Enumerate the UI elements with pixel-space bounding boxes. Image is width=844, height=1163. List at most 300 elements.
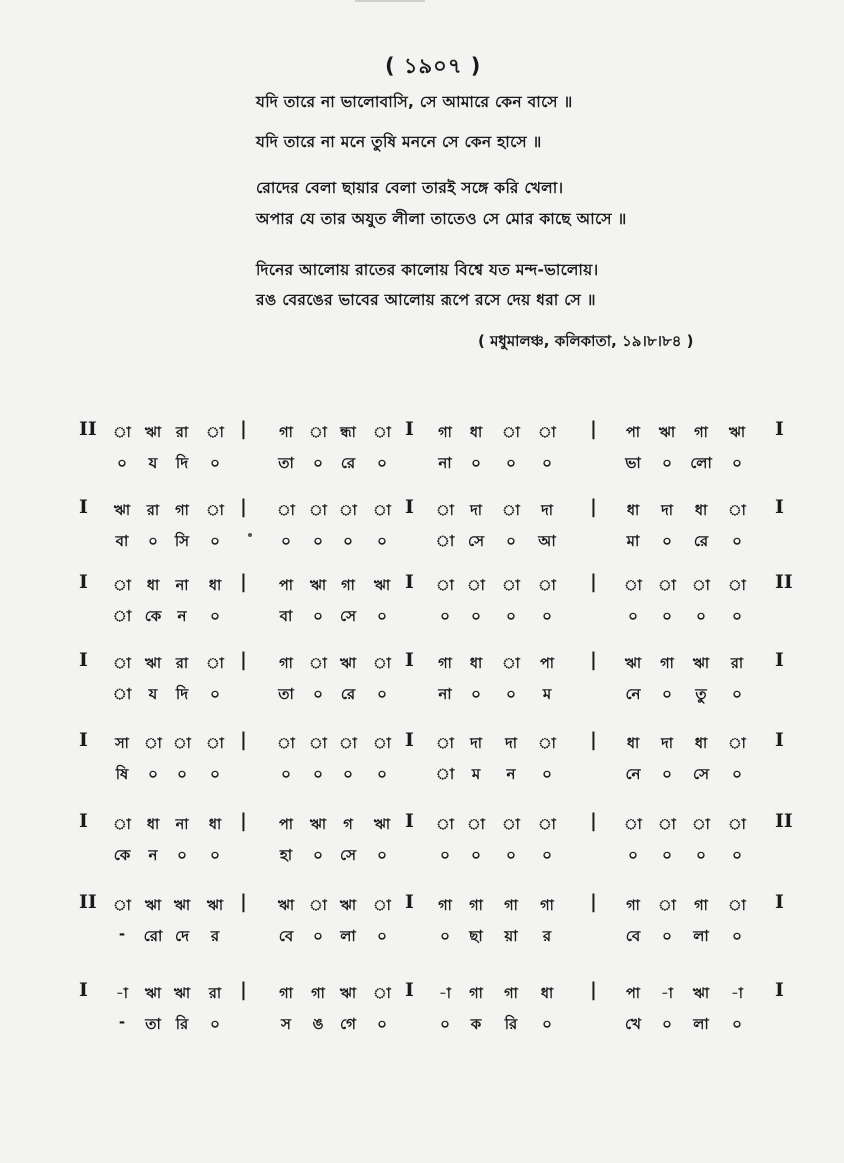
bar-line: II — [79, 418, 97, 440]
bar-line: | — [590, 729, 597, 751]
svara-note: ঋা — [144, 986, 162, 1002]
lyric-syllable: ০ — [506, 607, 516, 625]
lyric-syllable: ০ — [148, 532, 158, 550]
lyric-syllable: রো — [143, 927, 163, 945]
svara-row — [0, 893, 844, 917]
lyric-syllable: ০ — [440, 607, 450, 625]
lyric-syllable: ০ — [732, 927, 742, 945]
lyric-syllable: ০ — [177, 846, 187, 864]
bar-line: | — [590, 649, 597, 671]
svara-note: া — [309, 503, 327, 519]
lyric-syllable: রি — [504, 1015, 518, 1033]
lyric-syllable: ০ — [732, 846, 742, 864]
lyric-syllable: ০ — [440, 1015, 450, 1033]
bar-line: | — [590, 891, 597, 913]
svara-note: গা — [504, 986, 518, 1002]
lyric-syllable: খে — [625, 1015, 641, 1033]
bar-line: II — [775, 810, 793, 832]
lyric-syllable: ০ — [662, 927, 672, 945]
svara-note: া — [624, 817, 642, 833]
lyric-syllable: ০ — [506, 532, 516, 550]
svara-note: া — [728, 898, 746, 914]
bar-line: I — [79, 571, 88, 593]
svara-note: া — [658, 578, 676, 594]
lyric-syllable-row — [0, 842, 844, 866]
bar-line: | — [590, 979, 597, 1001]
lyric-syllable: ০ — [732, 454, 742, 472]
lyric-syllable: রি — [175, 1015, 189, 1033]
lyric-syllable: না — [438, 685, 452, 703]
lyric-syllable: ভা — [625, 454, 641, 472]
lyric-syllable: ০ — [732, 532, 742, 550]
lyric-syllable: ০ — [281, 765, 291, 783]
svara-note: গা — [438, 898, 452, 914]
lyric-syllable: ০ — [662, 1015, 672, 1033]
lyric-syllable: হা — [279, 846, 293, 864]
svara-note: পা — [539, 656, 555, 672]
svara-note: গা — [279, 656, 293, 672]
lyric-syllable: া — [112, 685, 132, 703]
lyric-syllable: ০ — [343, 765, 353, 783]
lyric-syllable: ০ — [313, 927, 323, 945]
lyric-syllable: ০ — [313, 454, 323, 472]
lyric-syllable: রে — [693, 532, 709, 550]
svara-note: গা — [469, 898, 483, 914]
lyric-syllable: ০ — [210, 532, 220, 550]
bar-line: | — [590, 810, 597, 832]
lyric-syllable: ০ — [313, 846, 323, 864]
bar-line: | — [240, 979, 247, 1001]
svara-note: া — [373, 503, 391, 519]
lyric-syllable: সে — [468, 532, 484, 550]
svara-row — [0, 731, 844, 755]
bar-line: I — [775, 418, 784, 440]
bar-line: I — [79, 810, 88, 832]
bar-line: I — [405, 891, 414, 913]
bar-line: II — [79, 891, 97, 913]
lyric-syllable: ০ — [506, 454, 516, 472]
lyric-syllable: ০ — [662, 454, 672, 472]
lyric-syllable: ০ — [377, 532, 387, 550]
lyric-syllable: বে — [625, 927, 641, 945]
lyric-syllable: বা — [279, 607, 293, 625]
svara-note: না — [175, 578, 189, 594]
svara-note: া — [373, 898, 391, 914]
svara-note: া — [538, 578, 556, 594]
bar-line: | — [240, 649, 247, 671]
lyric-syllable: আ — [538, 532, 556, 550]
svara-note: গা — [540, 898, 554, 914]
lyric-syllable: সি — [174, 532, 190, 550]
svara-note: গা — [626, 898, 640, 914]
bar-line: I — [79, 729, 88, 751]
svara-note: ঋা — [624, 656, 642, 672]
lyric-syllable: দে — [175, 927, 189, 945]
lyric-syllable: ০ — [210, 765, 220, 783]
svara-note: া — [502, 817, 520, 833]
bar-line: | — [590, 418, 597, 440]
lyric-syllable: ০ — [343, 532, 353, 550]
lyric-syllable: ন — [177, 607, 187, 625]
lyric-syllable: ০ — [662, 685, 672, 703]
svara-note: গা — [175, 503, 189, 519]
svara-note: া — [373, 736, 391, 752]
bar-line: | — [240, 418, 247, 440]
svara-note: ধা — [146, 817, 160, 833]
svara-note: া — [538, 736, 556, 752]
lyric-syllable-row — [0, 450, 844, 474]
svara-note: া — [277, 736, 295, 752]
notation-system — [0, 893, 844, 963]
lyric-syllable: স — [281, 1015, 291, 1033]
svara-note: পা — [278, 578, 294, 594]
svara-note: গা — [279, 425, 293, 441]
bar-line: | — [240, 496, 247, 518]
svara-note: ধা — [146, 578, 160, 594]
svara-note: া — [467, 578, 485, 594]
lyric-syllable: ০ — [210, 454, 220, 472]
svara-note: রা — [175, 656, 189, 672]
lyric-syllable: র — [542, 927, 552, 945]
lyric-syllable: ০ — [313, 607, 323, 625]
svara-note: ঋা — [309, 578, 327, 594]
svara-note: ধা — [208, 817, 222, 833]
lyric-syllable: ০ — [542, 1015, 552, 1033]
lyric-line-5: দিনের আলোয় রাতের কালোয় বিশ্বে যত মন্দ-ভালোয়। — [256, 261, 599, 279]
bar-line: I — [775, 496, 784, 518]
svara-note: া — [502, 425, 520, 441]
lyric-syllable: ম — [542, 685, 552, 703]
svara-note: ধা — [626, 503, 640, 519]
svara-note: গা — [438, 656, 452, 672]
lyric-syllable: ম — [471, 765, 481, 783]
svara-note: া — [113, 578, 131, 594]
lyric-syllable: ০ — [628, 846, 638, 864]
svara-note: ধা — [208, 578, 222, 594]
svara-note: ধা — [694, 503, 708, 519]
svara-note: া — [113, 656, 131, 672]
svara-note: ঋা — [692, 656, 710, 672]
lyric-syllable: ০ — [210, 607, 220, 625]
bar-line: I — [405, 810, 414, 832]
lyric-syllable: ০ — [542, 454, 552, 472]
lyric-syllable: ০ — [313, 765, 323, 783]
svara-note: দা — [661, 503, 673, 519]
lyric-syllable: ষি — [115, 765, 129, 783]
lyric-syllable: বে — [278, 927, 294, 945]
lyric-syllable: ০ — [662, 532, 672, 550]
lyric-syllable: সে — [340, 607, 356, 625]
lyric-syllable: রে — [340, 685, 356, 703]
svara-row — [0, 498, 844, 522]
svara-note: া — [502, 503, 520, 519]
svara-note: ঋা — [728, 425, 746, 441]
lyric-syllable: ০ — [662, 765, 672, 783]
svara-note: া — [144, 736, 162, 752]
svara-note: রা — [175, 425, 189, 441]
svara-note: া — [373, 986, 391, 1002]
svara-note: া — [436, 817, 454, 833]
lyric-syllable: ০ — [696, 607, 706, 625]
lyric-syllable: ০ — [542, 846, 552, 864]
lyric-syllable: ০ — [313, 532, 323, 550]
svara-note: পা — [278, 817, 294, 833]
lyric-syllable: ০ — [377, 846, 387, 864]
svara-note: া — [728, 503, 746, 519]
svara-row — [0, 573, 844, 597]
lyric-syllable: সে — [340, 846, 356, 864]
lyric-syllable: ০ — [506, 685, 516, 703]
lyric-syllable: লা — [693, 1015, 709, 1033]
lyric-syllable: লা — [340, 927, 356, 945]
svara-note: ঋা — [144, 898, 162, 914]
lyric-syllable: রে — [340, 454, 356, 472]
svara-note: দা — [541, 503, 553, 519]
svara-note: গা — [660, 656, 674, 672]
svara-note: গ — [343, 817, 353, 833]
lyric-syllable: বা — [115, 532, 129, 550]
svara-note: া — [309, 425, 327, 441]
svara-note: া — [436, 736, 454, 752]
lyric-syllable: তা — [145, 1015, 161, 1033]
lyric-syllable: ০ — [177, 765, 187, 783]
svara-note: রা — [146, 503, 160, 519]
svara-note: া — [113, 425, 131, 441]
svara-note: া — [206, 425, 224, 441]
notation-system — [0, 498, 844, 568]
svara-note: া — [624, 578, 642, 594]
lyric-syllable: সে — [693, 765, 709, 783]
notation-system — [0, 981, 844, 1051]
svara-row — [0, 420, 844, 444]
svara-note: ঋা — [692, 986, 710, 1002]
bar-line: I — [405, 729, 414, 751]
bar-line: | — [240, 571, 247, 593]
svara-note: া — [658, 898, 676, 914]
svara-note: া — [728, 817, 746, 833]
lyric-syllable: য — [148, 685, 158, 703]
svara-note: া — [728, 736, 746, 752]
lyric-syllable: ০ — [377, 765, 387, 783]
svara-note: দা — [470, 503, 482, 519]
lyric-syllable: া — [435, 532, 455, 550]
svara-note: া — [658, 817, 676, 833]
notation-system — [0, 812, 844, 882]
svara-note: া — [206, 736, 224, 752]
lyric-syllable: ০ — [542, 765, 552, 783]
lyric-syllable: - — [118, 925, 126, 943]
svara-note: ঋা — [277, 898, 295, 914]
lyric-line-2: যদি তারে না মনে তুষি মননে সে কেন হাসে ॥ — [256, 133, 542, 151]
svara-note: ঋা — [173, 986, 191, 1002]
page-number: ( ১৯০৭ ) — [385, 54, 482, 78]
svara-note: া — [538, 425, 556, 441]
bar-line: I — [79, 649, 88, 671]
notation-system — [0, 573, 844, 643]
svara-note: গা — [504, 898, 518, 914]
lyric-line-6: রঙ বেরঙের ভাবের আলোয় রূপে রসে দেয় ধরা সে ॥ — [256, 291, 596, 309]
svara-note: গা — [311, 986, 325, 1002]
svara-note: সা — [115, 736, 129, 752]
svara-note: া — [373, 425, 391, 441]
bar-line: I — [775, 649, 784, 671]
lyric-syllable: তা — [278, 454, 294, 472]
lyric-syllable: লা — [693, 927, 709, 945]
lyric-syllable: দি — [175, 685, 189, 703]
svara-note: গা — [279, 986, 293, 1002]
lyric-syllable-row — [0, 528, 844, 552]
svara-note: -া — [439, 986, 451, 1002]
svara-note: া — [277, 503, 295, 519]
svara-note: া — [113, 898, 131, 914]
bar-line: I — [79, 496, 88, 518]
lyric-line-3: রোদের বেলা ছায়ার বেলা তারই সঙ্গে করি খেলা। — [256, 179, 564, 197]
svara-note: ঋা — [309, 817, 327, 833]
lyric-syllable-row — [0, 603, 844, 627]
lyric-syllable: মা — [626, 532, 640, 550]
svara-note: পা — [625, 986, 641, 1002]
lyric-syllable: ০ — [377, 927, 387, 945]
lyric-syllable: য়া — [504, 927, 518, 945]
lyric-syllable: কে — [113, 846, 131, 864]
lyric-syllable: ০ — [281, 532, 291, 550]
svara-note: া — [339, 503, 357, 519]
svara-note: ঋা — [373, 817, 391, 833]
lyric-syllable: ০ — [210, 846, 220, 864]
svara-note: া — [206, 656, 224, 672]
lyric-syllable: ০ — [696, 846, 706, 864]
svara-note: পা — [625, 425, 641, 441]
lyric-syllable: ০ — [440, 846, 450, 864]
lyric-syllable-row — [0, 1011, 844, 1035]
bar-line: I — [775, 729, 784, 751]
svara-note: ধা — [626, 736, 640, 752]
lyric-syllable: ০ — [662, 846, 672, 864]
svara-note: গা — [341, 578, 355, 594]
lyric-syllable: ০ — [662, 607, 672, 625]
svara-note: া — [373, 656, 391, 672]
notation-system — [0, 731, 844, 801]
svara-note: রা — [208, 986, 222, 1002]
svara-note: া — [309, 736, 327, 752]
svara-note: না — [175, 817, 189, 833]
lyric-syllable-row — [0, 761, 844, 785]
lyric-syllable-row — [0, 923, 844, 947]
svara-note: া — [173, 736, 191, 752]
svara-note: দা — [470, 736, 482, 752]
svara-note: রা — [730, 656, 744, 672]
bar-line: | — [240, 729, 247, 751]
bar-line: I — [775, 891, 784, 913]
bar-line: I — [405, 649, 414, 671]
lyric-syllable: না — [438, 454, 452, 472]
svara-note: গা — [694, 425, 708, 441]
svara-row — [0, 651, 844, 675]
lyric-syllable: ০ — [313, 685, 323, 703]
svara-note: া — [728, 578, 746, 594]
lyric-syllable: ঙ — [312, 1015, 324, 1033]
svara-note: -া — [731, 986, 743, 1002]
lyric-syllable: ০ — [628, 607, 638, 625]
svara-note: ঋা — [373, 578, 391, 594]
svara-note: ঋা — [339, 898, 357, 914]
ink-smudge — [248, 533, 252, 537]
svara-note: দা — [661, 736, 673, 752]
lyric-syllable: য — [148, 454, 158, 472]
svara-note: -া — [661, 986, 673, 1002]
svara-note: ঋা — [144, 425, 162, 441]
svara-note: -া — [116, 986, 128, 1002]
lyric-syllable: - — [118, 1013, 126, 1031]
lyric-syllable: ০ — [732, 1015, 742, 1033]
notation-system — [0, 651, 844, 721]
bar-line: | — [590, 496, 597, 518]
lyric-syllable: ০ — [732, 685, 742, 703]
lyric-line-4: অপার যে তার অযুত লীলা তাতেও সে মোর কাছে আসে ॥ — [256, 210, 627, 228]
svara-note: ধা — [694, 736, 708, 752]
svara-note: া — [692, 817, 710, 833]
lyric-syllable: ০ — [377, 685, 387, 703]
bar-line: | — [240, 810, 247, 832]
lyric-syllable: র — [210, 927, 220, 945]
lyric-syllable: ০ — [732, 765, 742, 783]
svara-note: ঋা — [173, 898, 191, 914]
lyric-syllable: া — [435, 765, 455, 783]
lyric-syllable: নে — [625, 685, 641, 703]
svara-note: া — [538, 817, 556, 833]
lyric-syllable: ০ — [440, 927, 450, 945]
bar-line: I — [405, 979, 414, 1001]
lyric-syllable: ০ — [377, 454, 387, 472]
svara-note: া — [339, 736, 357, 752]
lyric-syllable: তু — [695, 685, 707, 703]
svara-note: ধা — [469, 425, 483, 441]
lyric-syllable: ছা — [469, 927, 483, 945]
bar-line: II — [775, 571, 793, 593]
lyric-syllable: ০ — [471, 607, 481, 625]
svara-note: গা — [469, 986, 483, 1002]
lyric-syllable: ন — [148, 846, 158, 864]
svara-note: ঋা — [206, 898, 224, 914]
source-citation: ( মধুমালঞ্চ, কলিকাতা, ১৯।৮।৮৪ ) — [478, 332, 694, 350]
svara-note: া — [206, 503, 224, 519]
svara-note: া — [113, 817, 131, 833]
bar-line: I — [405, 418, 414, 440]
svara-note: ধা — [540, 986, 554, 1002]
svara-note: ন্ধা — [340, 425, 356, 441]
bar-line: | — [240, 891, 247, 913]
lyric-syllable: ০ — [542, 607, 552, 625]
svara-note: ধা — [469, 656, 483, 672]
bar-line: | — [590, 571, 597, 593]
svara-note: া — [692, 578, 710, 594]
svara-note: া — [502, 656, 520, 672]
lyric-syllable: ০ — [148, 765, 158, 783]
notation-system — [0, 420, 844, 490]
svara-note: ঋা — [339, 986, 357, 1002]
lyric-syllable: ০ — [471, 454, 481, 472]
bar-line: I — [405, 496, 414, 518]
lyric-syllable: ০ — [732, 607, 742, 625]
svara-note: গা — [694, 898, 708, 914]
svara-note: া — [502, 578, 520, 594]
svara-note: া — [436, 578, 454, 594]
lyric-syllable: ০ — [210, 1015, 220, 1033]
lyric-syllable: দি — [175, 454, 189, 472]
lyric-syllable: ন — [506, 765, 516, 783]
svara-note: ঋা — [339, 656, 357, 672]
svara-note: ঋা — [658, 425, 676, 441]
